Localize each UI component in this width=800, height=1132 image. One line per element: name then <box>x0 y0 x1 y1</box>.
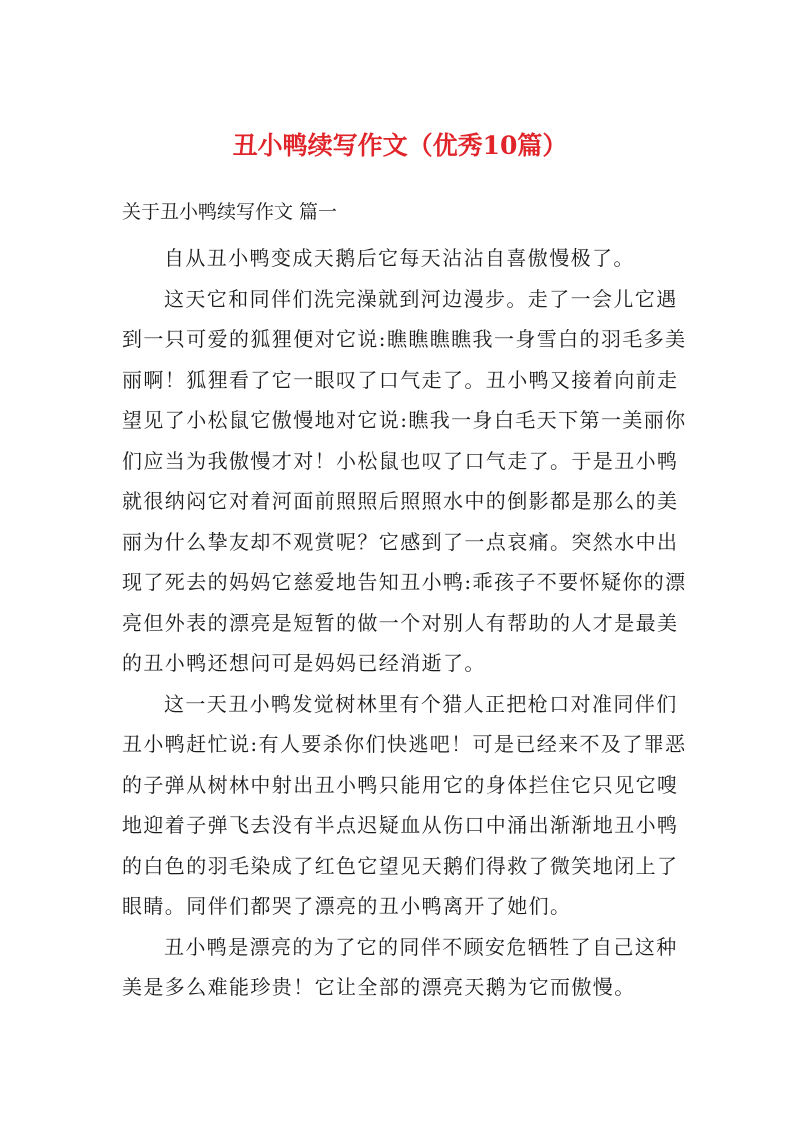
paragraph: 这一天丑小鸭发觉树林里有个猎人正把枪口对准同伴们丑小鸭赶忙说:有人要杀你们快逃吧！可是已经来不及了罪恶的子弹从树林中射出丑小鸭只能用它的身体拦住它只见它嗖地迎着子弹飞去没有半点迟疑血从伤口中涌出渐渐地丑小鸭的白色的羽毛染成了红色它望见天鹅们得救了微笑地闭上了眼睛。同伴们都哭了漂亮的丑小鸭离开了她们。 <box>122 691 687 918</box>
article-body <box>122 238 692 1008</box>
paragraph: 自从丑小鸭变成天鹅后它每天沾沾自喜傲慢极了。 <box>164 246 635 270</box>
paragraph: 这天它和同伴们洗完澡就到河边漫步。走了一会儿它遇到一只可爱的狐狸便对它说:瞧瞧瞧瞧我一身雪白的羽毛多美丽啊！狐狸看了它一眼叹了口气走了。丑小鸭又接着向前走望见了小松鼠它傲慢地对它说:瞧我一身白毛天下第一美丽你们应当为我傲慢才对！小松鼠也叹了口气走了。于是丑小鸭就很纳闷它对着河面前照照后照照水中的倒影都是那么的美丽为什么挚友却不观赏呢？它感到了一点哀痛。突然水中出现了死去的妈妈它慈爱地告知丑小鸭:乖孩子不要怀疑你的漂亮但外表的漂亮是短暂的做一个对别人有帮助的人才是最美的丑小鸭还想问可是妈妈已经消逝了。 <box>122 286 687 675</box>
document-title: 丑小鸭续写作文（优秀10篇） <box>232 131 568 160</box>
paragraph: 丑小鸭是漂亮的为了它的同伴不顾安危牺牲了自己这种美是多么难能珍贵！它让全部的漂亮天鹅为它而傲慢。 <box>122 934 678 999</box>
section-heading: 关于丑小鸭续写作文 篇一 <box>122 201 338 223</box>
